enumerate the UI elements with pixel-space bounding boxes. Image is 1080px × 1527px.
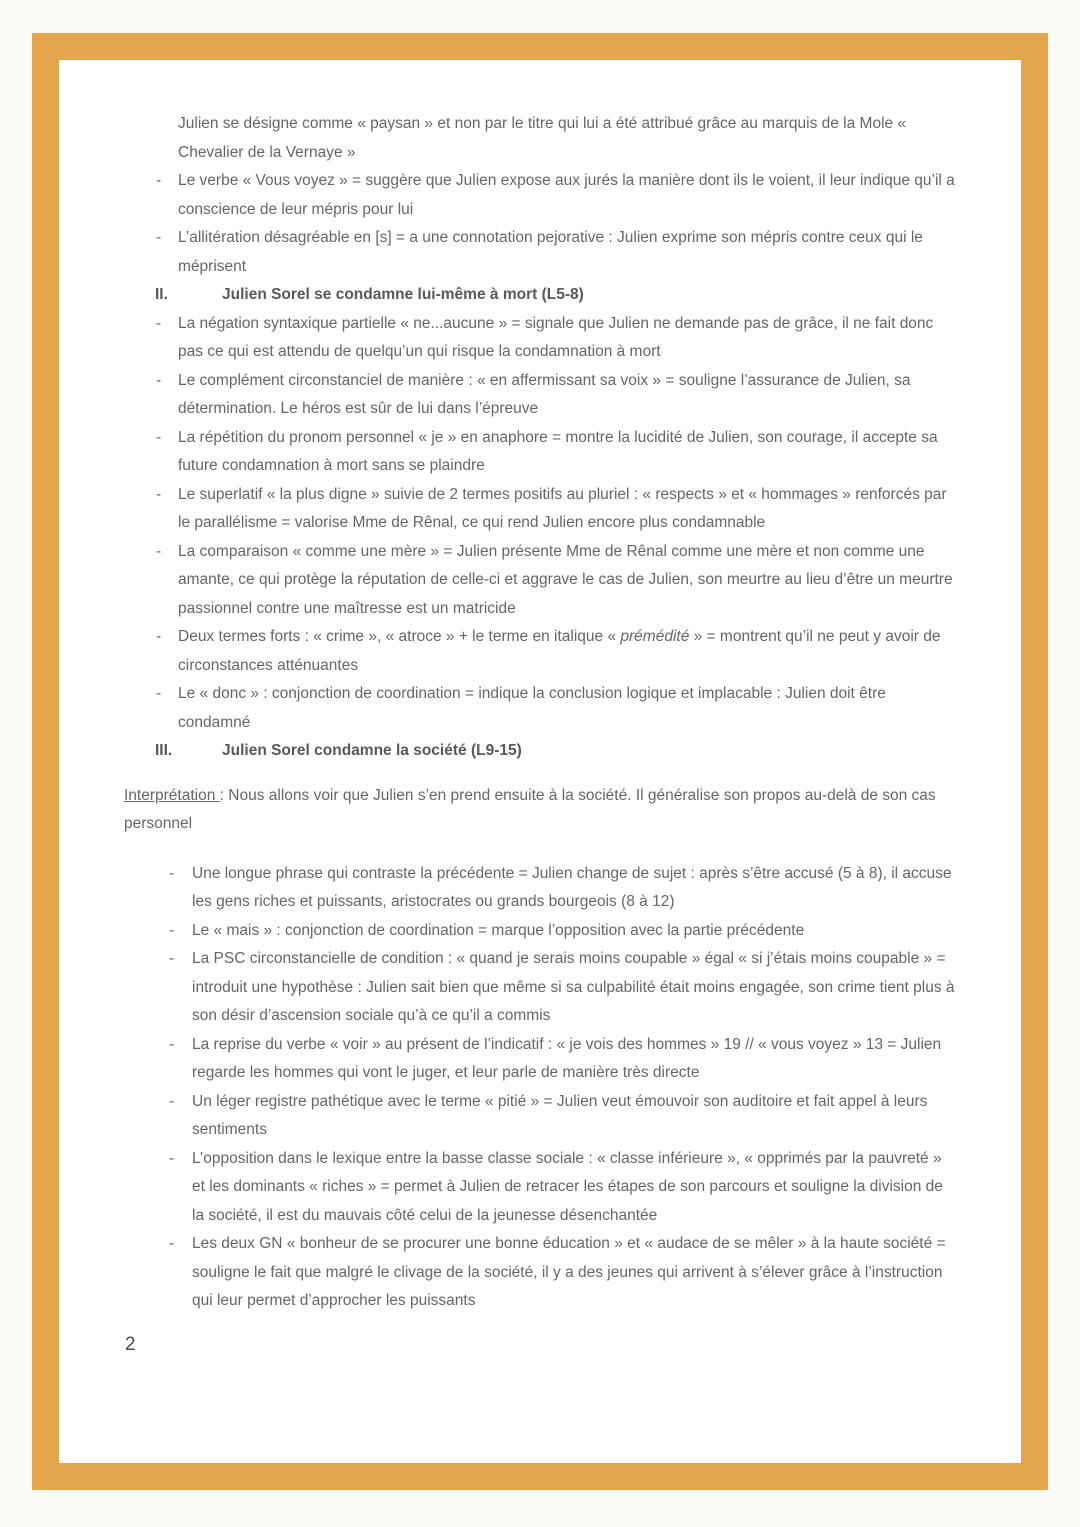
bullet-text: L’allitération désagréable en [s] = a une connotation pejorative : Julien exprime son mépris contre ceux qui le méprisent	[178, 229, 923, 275]
intro-bullet-list	[124, 167, 957, 281]
bullet-dash-icon: -	[169, 1035, 175, 1053]
list-item	[169, 917, 957, 946]
bullet-dash-icon: -	[169, 1092, 175, 1110]
bullet-text: La répétition du pronom personnel « je » en anaphore = montre la lucidité de Julien, son courage, il accepte sa future condamnation à mort sans se plaindre	[178, 428, 938, 474]
bullet-dash-icon: -	[156, 371, 162, 389]
bullet-text: Le superlatif « la plus digne » suivie de 2 termes positifs au pluriel : « respects » et « hommages » renforcés par le parallélisme = valorise Mme de Rênal, ce qui rend Julien encore plus condamnable	[178, 485, 947, 531]
list-item	[156, 680, 957, 737]
document-page	[59, 60, 1021, 1463]
bullet-text: Deux termes forts : « crime », « atroce » + le terme en italique « prémédité » = montrent qu’il ne peut y avoir de circonstances atténuantes	[178, 628, 941, 674]
bullet-dash-icon: -	[156, 172, 162, 189]
list-item	[156, 424, 957, 481]
section-numeral: II.	[155, 286, 168, 303]
bullet-text: L’opposition dans le lexique entre la basse classe sociale : « classe inférieure », « opprimés par la pauvreté » et les dominants « riches » = permet à Julien de retracer les étapes de son parcours et souligne la division de la société, il est du mauvais côté celui de la jeunesse désenchantée	[192, 1149, 943, 1224]
bullet-text: Une longue phrase qui contraste la précédente = Julien change de sujet : après s’être accusé (5 à 8), il accuse les gens riches et puissants, aristocrates ou grands bourgeois (8 à 12)	[192, 864, 952, 910]
bullet-text: La négation syntaxique partielle « ne...aucune » = signale que Julien ne demande pas de grâce, il ne fait donc pas ce qui est attendu de quelqu’un qui risque la condamnation à mort	[178, 314, 934, 360]
list-item	[156, 310, 957, 367]
section-title: Julien Sorel condamne la société (L9-15)	[222, 742, 522, 759]
list-item	[169, 1145, 957, 1231]
interpretation-body: : Nous allons voir que Julien s’en prend ensuite à la société. Il généralise son propos au-delà de son cas personnel	[124, 786, 936, 832]
section-title: Julien Sorel se condamne lui-même à mort (L5-8)	[222, 286, 584, 303]
bullet-text: Le verbe « Vous voyez » = suggère que Julien expose aux jurés la manière dont ils le voient, il leur indique qu’il a conscience de leur mépris pour lui	[178, 172, 955, 218]
list-item	[156, 367, 957, 424]
bullet-dash-icon: -	[156, 485, 162, 503]
bullet-text: Les deux GN « bonheur de se procurer une bonne éducation » et « audace de se mêler » à la haute société = souligne le fait que malgré le clivage de la société, il y a des jeunes qui arrivent à s’élever grâce à l’instruction qui leur permet d’approcher les puissants	[192, 1235, 946, 1309]
bullet-text: Le complément circonstanciel de manière : « en affermissant sa voix » = souligne l’assurance de Julien, sa détermination. Le héros est sûr de lui dans l’épreuve	[178, 371, 911, 417]
bullet-text: Le « donc » : conjonction de coordination = indique la conclusion logique et implacable : Julien doit être condamné	[178, 685, 886, 731]
list-item	[156, 167, 957, 224]
bullet-text: La comparaison « comme une mère » = Julien présente Mme de Rênal comme une mère et non comme une amante, ce qui protège la réputation de celle-ci et aggrave le cas de Julien, son meurtre au lieu d’être un meurtre passionnel contre une maîtresse est un matricide	[178, 542, 953, 617]
bullet-dash-icon: -	[169, 921, 175, 939]
bullet-dash-icon: -	[156, 685, 162, 702]
bullet-text: La PSC circonstancielle de condition : « quand je serais moins coupable » égal « si j’étais moins coupable » = introduit une hypothèse : Julien sait bien que même si sa culpabilité était moins engagée, son crime tient plus à son désir d’ascension sociale qu’à ce qu’il a commis	[192, 950, 955, 1024]
page-number: 2	[125, 1333, 136, 1355]
list-item	[156, 623, 957, 680]
list-item	[169, 1031, 957, 1088]
bullet-dash-icon: -	[156, 628, 162, 645]
interpretation-label: Interprétation	[124, 786, 220, 804]
list-item	[169, 945, 957, 1031]
bullet-text: Un léger registre pathétique avec le terme « pitié » = Julien veut émouvoir son auditoire et fait appel à leurs sentiments	[192, 1092, 928, 1138]
bullet-dash-icon: -	[169, 1149, 175, 1167]
bullet-dash-icon: -	[169, 950, 175, 967]
bullet-dash-icon: -	[156, 229, 162, 246]
continuation-paragraph: Julien se désigne comme « paysan » et non par le titre qui lui a été attribué grâce au marquis de la Mole « Chevalier de la Vernaye »	[178, 115, 907, 161]
section-heading-2	[124, 281, 957, 310]
bullet-dash-icon: -	[156, 542, 162, 560]
list-item	[156, 538, 957, 624]
list-item	[169, 860, 957, 917]
bullet-dash-icon: -	[169, 864, 175, 882]
list-item	[169, 1088, 957, 1145]
list-item	[169, 1230, 957, 1316]
section-3-bullet-list	[124, 860, 957, 1316]
bullet-text: Le « mais » : conjonction de coordination = marque l’opposition avec la partie précédente	[192, 921, 805, 939]
section-numeral: III.	[155, 742, 173, 759]
list-item	[156, 224, 957, 281]
section-heading-3	[124, 737, 957, 766]
section-2-bullet-list	[124, 310, 957, 738]
bullet-dash-icon: -	[156, 428, 162, 446]
bullet-text: La reprise du verbe « voir » au présent de l’indicatif : « je vois des hommes » 19 // « vous voyez » 13 = Julien regarde les hommes qui vont le juger, et leur parle de manière très directe	[192, 1035, 942, 1081]
interpretation-paragraph	[124, 782, 957, 839]
list-item	[156, 481, 957, 538]
bullet-dash-icon: -	[156, 314, 162, 332]
bullet-dash-icon: -	[169, 1235, 175, 1252]
page-frame	[32, 33, 1048, 1490]
